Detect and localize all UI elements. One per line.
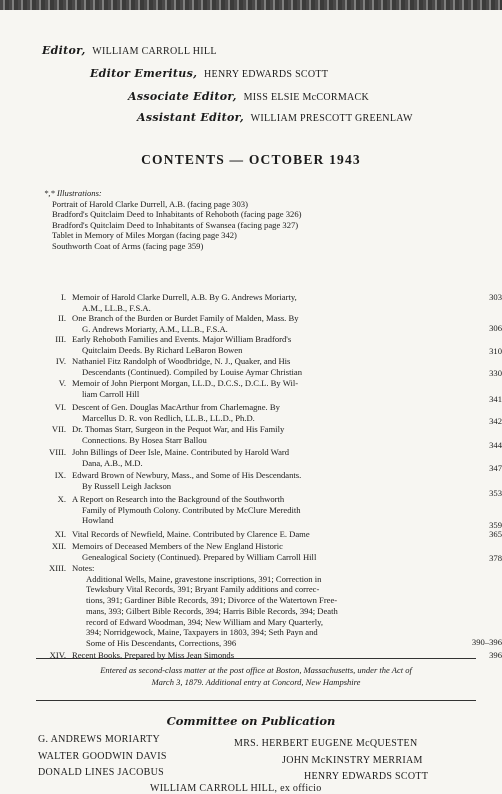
toc-note-line: record of Edward Woodman, 394; New William and Mary Quarterly,	[86, 616, 323, 627]
toc-page: 353	[489, 488, 502, 498]
toc-line: Family of Plymouth Colony. Contributed by McClure Meredith	[82, 504, 301, 515]
toc-number: II.	[58, 313, 66, 323]
toc-line: John Billings of Deer Isle, Maine. Contributed by Harold Ward	[72, 447, 290, 457]
toc-page: 359	[489, 520, 502, 530]
toc-page: 310	[489, 346, 502, 356]
toc-page: 306	[489, 323, 502, 333]
toc-line: Descendants (Continued). Compiled by Louise Aymar Christian	[82, 366, 302, 377]
toc-line: Dana, A.B., M.D.	[82, 457, 143, 468]
divider	[36, 658, 476, 659]
associate-editor-line	[128, 90, 369, 103]
toc-page: 344	[489, 440, 502, 450]
toc-line: A.M., LL.B., F.S.A.	[82, 302, 151, 313]
assistant-editor-name: WILLIAM PRESCOTT GREENLAW	[250, 113, 413, 124]
editor-name: WILLIAM CARROLL HILL	[92, 46, 217, 57]
toc-page: 303	[489, 292, 502, 302]
toc-line: A Report on Research into the Background of the Southworth	[72, 494, 285, 504]
toc-note-line: Additional Wells, Maine, gravestone inscriptions, 391; Correction in	[86, 573, 322, 584]
toc-line: Vital Records of Newfield, Maine. Contributed by Clarence E. Dame	[72, 529, 310, 539]
assistant-editor-line	[137, 111, 413, 124]
toc-line: Nathaniel Fitz Randolph of Woodbridge, N. J., Quaker, and His	[72, 356, 291, 366]
toc-line: Dr. Thomas Starr, Surgeon in the Pequot War, and His Family	[72, 424, 285, 434]
toc-line: liam Carroll Hill	[82, 388, 140, 399]
editor-line	[42, 44, 217, 57]
committee-member: MRS. HERBERT EUGENE McQUESTEN	[234, 738, 418, 749]
divider	[36, 700, 476, 701]
toc-note-line: tions, 391; Gardiner Bible Records, 391; Divorce of the Watertown Free-	[86, 595, 338, 606]
toc-number: V.	[58, 378, 66, 388]
toc-page: 396	[489, 650, 502, 660]
mailing-notice-line: Entered as second-class matter at the post office at Boston, Massachusetts, under the Act of	[100, 665, 412, 675]
toc-line: Edward Brown of Newbury, Mass., and Some of His Descendants.	[72, 470, 302, 480]
toc-line: Connections. By Hosea Starr Ballou	[82, 434, 207, 445]
toc-line: By Russell Leigh Jackson	[82, 480, 172, 491]
toc-page: 390–396	[471, 637, 502, 647]
toc-line: Marcellus D. R. von Redlich, LL.B., LL.D., Ph.D.	[82, 412, 255, 423]
toc-note-line: mans, 393; Gilbert Bible Records, 394; Harris Bible Records, 394; Death	[86, 605, 338, 616]
toc-line: Recent Books. Prepared by Miss Jean Simonds	[72, 650, 235, 660]
associate-editor-title: Associate Editor,	[128, 90, 237, 103]
illustration-item: Portrait of Harold Clarke Durrell, A.B. (facing page 303)	[52, 198, 248, 209]
committee-member: WILLIAM CARROLL HILL, ex officio	[150, 783, 322, 794]
toc-number: III.	[55, 334, 66, 344]
toc-number: IV.	[55, 356, 66, 366]
committee-title: Committee on Publication	[166, 714, 336, 728]
toc-line: Genealogical Society (Continued). Prepared by William Carroll Hill	[82, 551, 317, 562]
mailing-notice-line: March 3, 1879. Additional entry at Concord, New Hampshire	[151, 677, 361, 687]
toc-number: VII.	[51, 424, 66, 434]
editor-emeritus-line	[90, 67, 328, 80]
toc-page: 365	[489, 529, 502, 539]
editor-emeritus-title: Editor Emeritus,	[90, 67, 198, 80]
assistant-editor-title: Assistant Editor,	[137, 111, 245, 124]
editor-emeritus-name: HENRY EDWARDS SCOTT	[204, 69, 329, 80]
toc-line: G. Andrews Moriarty, A.M., LL.B., F.S.A.	[82, 323, 228, 334]
toc-number: XII.	[51, 541, 66, 551]
toc-number: IX.	[54, 470, 66, 480]
toc-line: Memoir of Harold Clarke Durrell, A.B. By G. Andrews Moriarty,	[72, 292, 297, 302]
toc-line: One Branch of the Burden or Burdet Family of Malden, Mass. By	[72, 313, 299, 323]
toc-page: 341	[489, 394, 502, 404]
illustration-item: Bradford's Quitclaim Deed to Inhabitants of Rehoboth (facing page 326)	[52, 209, 302, 219]
toc-note-line: Some of His Descendants, Corrections, 396	[86, 637, 237, 648]
toc-page: 330	[489, 368, 502, 378]
toc-number: I.	[60, 292, 66, 302]
toc-number: VI.	[54, 402, 66, 412]
scan-top-edge	[0, 0, 502, 10]
toc-line: Quitclaim Deeds. By Richard LeBaron Bowen	[82, 344, 243, 355]
toc-number: XIII.	[49, 563, 66, 573]
toc-line: Howland	[82, 515, 114, 526]
associate-editor-name: MISS ELSIE McCORMACK	[243, 92, 370, 103]
toc-number: XI.	[54, 529, 66, 539]
toc-note-line: 394; Norridgewock, Maine, Taxpayers in 1803, 394; Seth Payn and	[86, 627, 318, 638]
toc-number: VIII.	[49, 447, 66, 457]
committee-member: HENRY EDWARDS SCOTT	[304, 771, 429, 782]
toc-page: 342	[489, 416, 502, 426]
committee-member: WALTER GOODWIN DAVIS	[38, 751, 167, 762]
illustration-item: Bradford's Quitclaim Deed to Inhabitants of Swansea (facing page 327)	[52, 219, 299, 230]
toc-number: X.	[57, 494, 66, 504]
contents-title: CONTENTS — OCTOBER 1943	[141, 152, 361, 167]
toc-line: Early Rehoboth Families and Events. Major William Bradford's	[72, 334, 292, 344]
illustration-item: Tablet in Memory of Miles Morgan (facing page 342)	[52, 230, 237, 240]
committee-member: G. ANDREWS MORIARTY	[38, 734, 161, 745]
illustrations-heading: *,* Illustrations:	[44, 188, 102, 198]
toc-note-line: Tewksbury Vital Records, 391; Bryant Family additions and correc-	[86, 584, 320, 595]
editor-title: Editor,	[42, 44, 86, 57]
illustration-item: Southworth Coat of Arms (facing page 359)	[52, 240, 204, 251]
toc-line: Descent of Gen. Douglas MacArthur from Charlemagne. By	[72, 402, 280, 412]
committee-member: DONALD LINES JACOBUS	[38, 767, 165, 778]
toc-line: Notes:	[72, 563, 95, 573]
committee-member: JOHN McKINSTRY MERRIAM	[282, 755, 423, 766]
toc-line: Memoirs of Deceased Members of the New England Historic	[72, 541, 283, 551]
toc-number: XIV.	[49, 650, 66, 660]
illustrations-list	[44, 188, 484, 251]
toc-page: 347	[489, 463, 502, 473]
toc-line: Memoir of John Pierpont Morgan, LL.D., D.C.S., D.C.L. By Wil-	[72, 378, 299, 388]
toc-page: 378	[489, 553, 502, 563]
mailing-notice	[36, 664, 476, 688]
